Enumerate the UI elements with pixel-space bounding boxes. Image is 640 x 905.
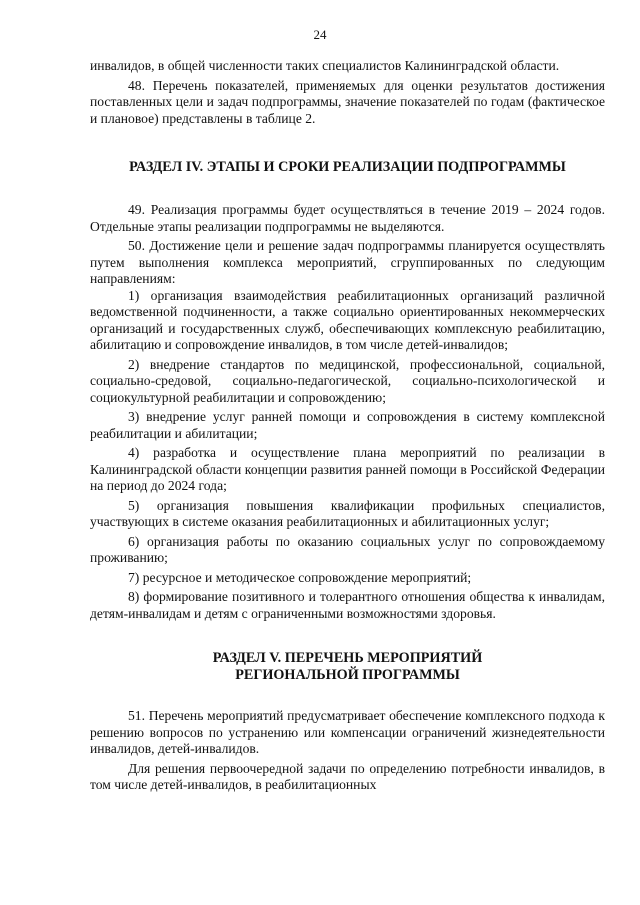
list-item-6: 6) организация работы по оказанию социальных услуг по сопровождаемому проживанию; (90, 533, 605, 565)
paragraph-50: 50. Достижение цели и решение задач подпрограммы планируется осуществлять путем выполнения комплекса мероприятий, сгруппированных по следующим направлениям: (90, 238, 605, 286)
paragraph-continuation: инвалидов, в общей численности таких специалистов Калининградской области. (90, 58, 560, 73)
list-item-2: 2) внедрение стандартов по медицинской, профессиональной, социальной, социально-средовой, социально-педагогической, социально-психологической и социокультурной реабилитации и сопровождению; (90, 356, 605, 405)
list-item-7: 7) ресурсное и методическое сопровождение мероприятий; (128, 569, 472, 585)
list-item-5: 5) организация повышения квалификации профильных специалистов, участвующих в системе оказания реабилитационных и абилитационных услуг; (90, 497, 605, 529)
section-5-heading-line-2: РЕГИОНАЛЬНОЙ ПРОГРАММЫ (235, 667, 460, 683)
section-5-heading-line-1: РАЗДЕЛ V. ПЕРЕЧЕНЬ МЕРОПРИЯТИЙ (212, 650, 483, 666)
list-item-3: 3) внедрение услуг ранней помощи и сопровождения в систему комплексной реабилитации и абилитации; (90, 409, 605, 441)
page-number: 24 (313, 27, 327, 42)
document-body (90, 58, 605, 794)
section-4-heading: РАЗДЕЛ IV. ЭТАПЫ И СРОКИ РЕАЛИЗАЦИИ ПОДПРОГРАММЫ (129, 159, 566, 175)
list-item-4: 4) разработка и осуществление плана мероприятий по реализации в Калининградской области концепции развития ранней помощи в Российской Федерации на период до 2024 года; (90, 445, 605, 493)
paragraph-49: 49. Реализация программы будет осуществляться в течение 2019 – 2024 годов. Отдельные этапы реализации подпрограммы не выделяются. (90, 202, 605, 234)
paragraph-48: 48. Перечень показателей, применяемых для оценки результатов достижения поставленных цели и задач подпрограммы, значение показателей по годам (фактическое и плановое) представлены в таблице 2. (90, 77, 605, 126)
list-item-1: 1) организация взаимодействия реабилитационных организаций различной ведомственной подчиненности, а также социально ориентированных некоммерческих организаций и государственных служб, обеспечивающих комплексную реабилитацию, абилитацию и сопровождение инвалидов, в том числе детей-инвалидов; (90, 287, 605, 352)
section-5-heading (90, 650, 605, 684)
paragraph-51: 51. Перечень мероприятий предусматривает обеспечение комплексного подхода к решению вопросов по устранению или компенсации ограничений жизнедеятельности инвалидов, детей-инвалидов. (90, 708, 605, 756)
paragraph-last: Для решения первоочередной задачи по определению потребности инвалидов, в том числе детей-инвалидов, в реабилитационных (90, 760, 605, 792)
list-item-8: 8) формирование позитивного и толерантного отношения общества к инвалидам, детям-инвалидам и детям с ограниченными возможностями здоровья. (90, 589, 605, 621)
